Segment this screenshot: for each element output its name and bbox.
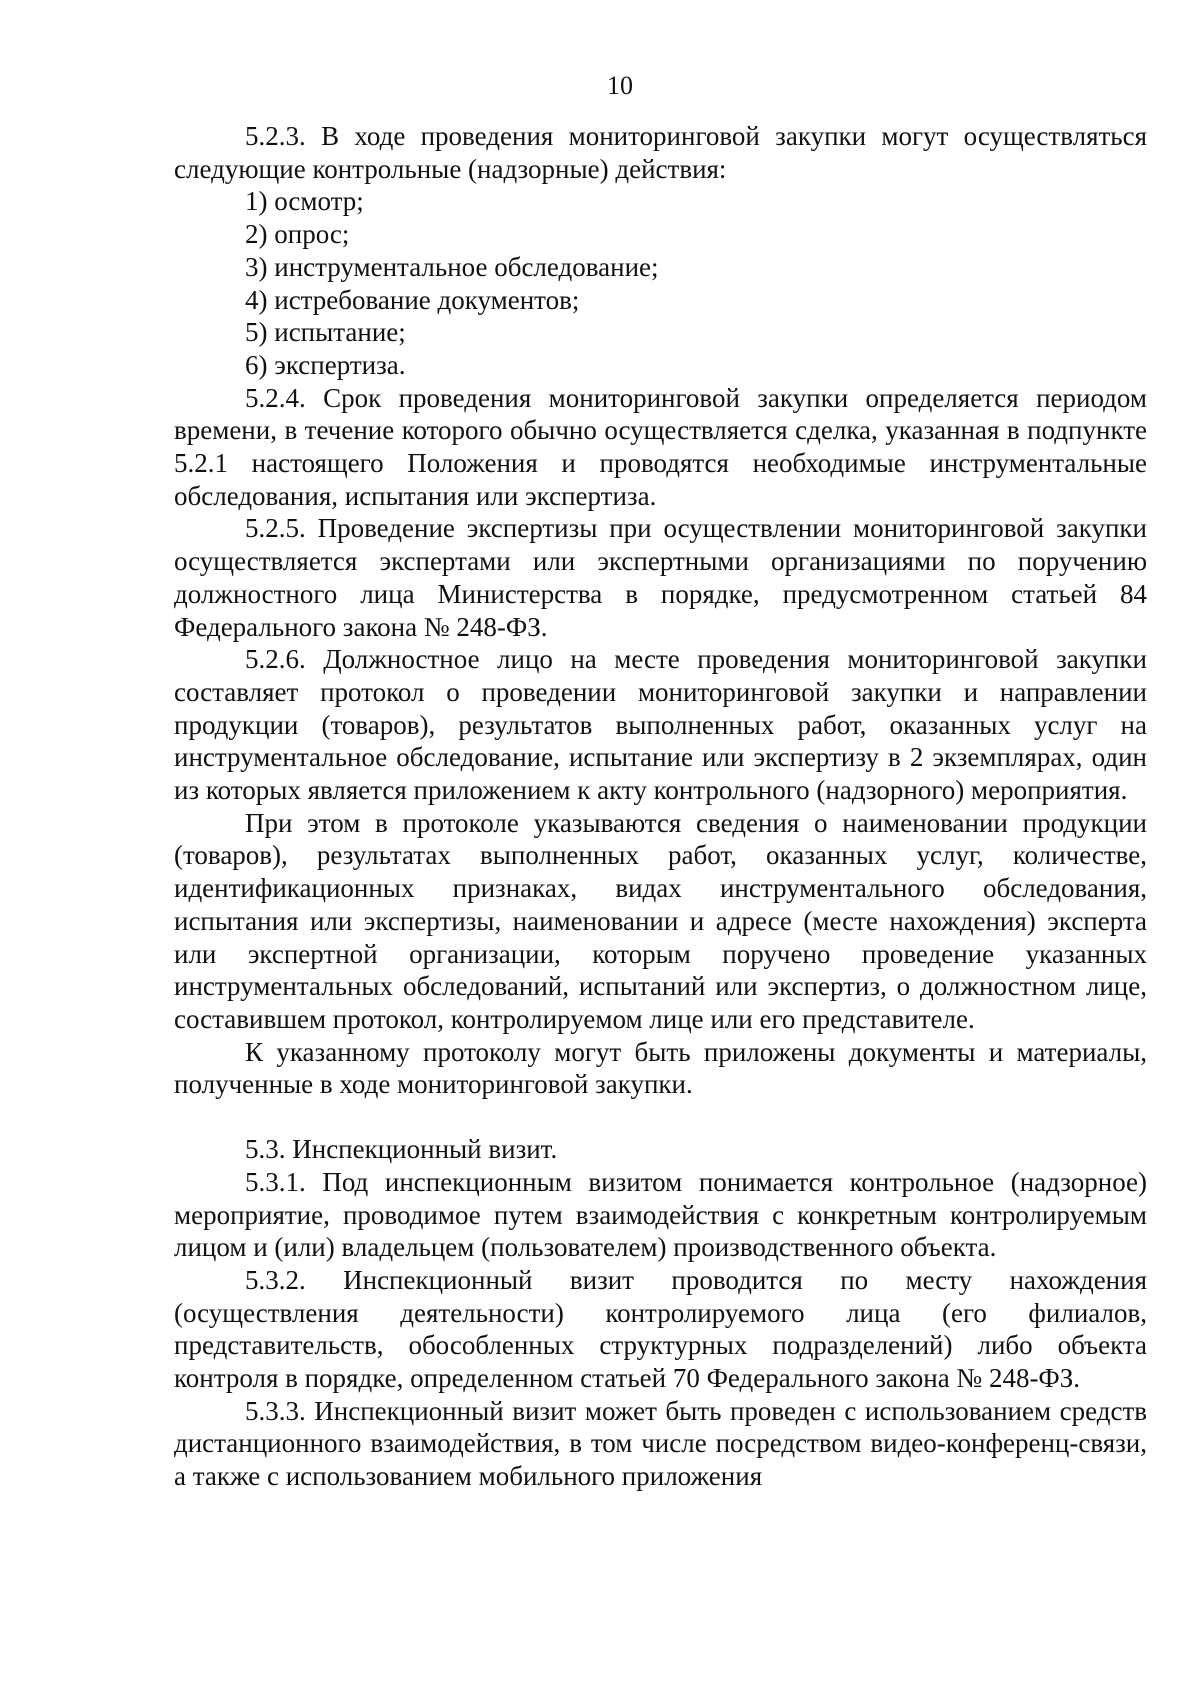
- paragraph-5-2-3: 5.2.3. В ходе проведения мониторинговой закупки могут осуществляться следующие контрольные (надзорные) действия:: [174, 121, 1147, 184]
- section-heading-5-3: 5.3. Инспекционный визит.: [245, 1134, 558, 1165]
- list-item: 2) опрос;: [245, 219, 350, 250]
- document-body: [174, 120, 1147, 1493]
- list-item: 4) истребование документов;: [245, 284, 580, 315]
- page-number: 10: [607, 71, 633, 100]
- list-item: 1) осмотр;: [245, 186, 364, 217]
- paragraph-5-2-5: 5.2.5. Проведение экспертизы при осуществлении мониторинговой закупки осуществляется экспертами или экспертными организациями по поручению должностного лица Министерства в порядке, предусмотренном статьей 84 Федерального закона № 248-ФЗ.: [174, 513, 1147, 642]
- paragraph-5-2-6: 5.2.6. Должностное лицо на месте проведения мониторинговой закупки составляет протокол о проведении мониторинговой закупки и направлении продукции (товаров), результатов выполненных работ, оказанных услуг на инструментальное обследование, испытание или экспертизу в 2 экземплярах, один из которых является приложением к акту контрольного (надзорного) мероприятия.: [174, 644, 1147, 806]
- paragraph-attachments: К указанному протоколу могут быть приложены документы и материалы, полученные в ходе мониторинговой закупки.: [174, 1036, 1147, 1100]
- paragraph-5-3-2: 5.3.2. Инспекционный визит проводится по месту нахождения (осуществления деятельности) контролируемого лица (его филиалов, представительств, обособленных структурных подразделений) либо объекта контроля в порядке, определенном статьей 70 Федерального закона № 248-ФЗ.: [174, 1264, 1147, 1394]
- list-item: 5) испытание;: [245, 317, 406, 348]
- paragraph-5-3-3: 5.3.3. Инспекционный визит может быть проведен с использованием средств дистанционного взаимодействия, в том числе посредством видео-конференц-связи, а также с использованием мобильного приложения: [174, 1395, 1147, 1492]
- paragraph-5-2-4: 5.2.4. Срок проведения мониторинговой закупки определяется периодом времени, в течение которого обычно осуществляется сделка, указанная в подпункте 5.2.1 настоящего Положения и проводятся необходимые инструментальные обследования, испытания или экспертиза.: [174, 382, 1147, 511]
- paragraph-protocol-details: При этом в протоколе указываются сведения о наименовании продукции (товаров), результатах выполненных работ, оказанных услуг, количестве, идентификационных признаках, видах инструментального обследования, испытания или экспертизы, наименовании и адресе (месте нахождения) эксперта или экспертной организации, которым поручено проведение указанных инструментальных обследований, испытаний или экспертиз, о должностном лице, составившем протокол, контролируемом лице или его представителе.: [174, 807, 1147, 1034]
- section-spacer: [174, 1101, 1147, 1133]
- paragraph-5-3-1: 5.3.1. Под инспекционным визитом понимается контрольное (надзорное) мероприятие, проводимое путем взаимодействия с конкретным контролируемым лицом и (или) владельцем (пользователем) производственного объекта.: [174, 1166, 1147, 1263]
- list-item: 3) инструментальное обследование;: [245, 251, 659, 282]
- list-item: 6) экспертиза.: [245, 349, 406, 380]
